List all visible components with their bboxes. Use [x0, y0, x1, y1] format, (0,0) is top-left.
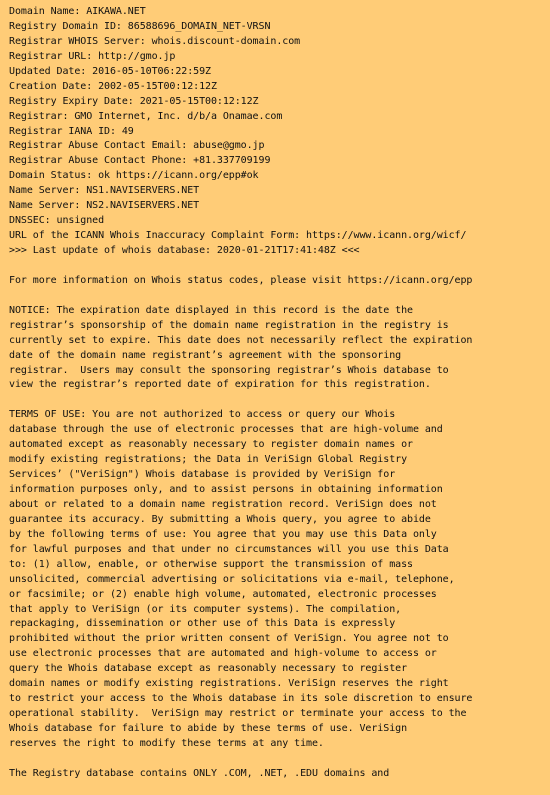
domain-status-line: Domain Status: ok https://icann.org/epp#ok [9, 170, 259, 182]
updated-date-line: Updated Date: 2016-05-10T06:22:59Z [9, 65, 211, 77]
creation-date-line: Creation Date: 2002-05-15T00:12:12Z [9, 80, 217, 92]
registrar-url-line: Registrar URL: http://gmo.jp [9, 50, 176, 62]
terms-of-use-line: to restrict your access to the Whois database in its sole discretion to ensure [9, 693, 473, 705]
terms-of-use-line: automated except as reasonably necessary to register domain names or [9, 439, 413, 451]
terms-of-use-line: Whois database for failure to abide by these terms of use. VeriSign [9, 723, 408, 734]
notice-line: NOTICE: The expiration date displayed in this record is the date the [9, 304, 413, 316]
terms-of-use-line: domain names or modify existing registrations. VeriSign reserves the right [9, 678, 449, 690]
terms-of-use-line: guarantee its accuracy. By submitting a Whois query, you agree to abide [9, 513, 431, 525]
terms-of-use-line: about or related to a domain name registration record. VeriSign does not [9, 498, 437, 510]
notice-line: registrar. Users may consult the sponsoring registrar’s Whois database to [9, 364, 449, 376]
notice-line: view the registrar’s reported date of expiration for this registration. [9, 379, 431, 391]
last-update-line: >>> Last update of whois database: 2020-01-21T17:41:48Z <<< [9, 245, 360, 256]
icann-complaint-url-line: URL of the ICANN Whois Inaccuracy Complaint Form: https://www.icann.org/wicf/ [9, 230, 467, 242]
dnssec-line: DNSSEC: unsigned [9, 215, 105, 227]
domain-name-line: Domain Name: AIKAWA.NET [9, 6, 146, 17]
abuse-phone-line: Registrar Abuse Contact Phone: +81.337709199 [9, 155, 271, 167]
terms-of-use-line: TERMS OF USE: You are not authorized to access or query our Whois [9, 409, 396, 421]
registry-database-line: The Registry database contains ONLY .COM, .NET, .EDU domains and [9, 767, 390, 779]
status-codes-info-line: For more information on Whois status codes, please visit https://icann.org/epp [9, 274, 473, 286]
registrar-iana-id-line: Registrar IANA ID: 49 [9, 125, 134, 137]
terms-of-use-line: or facsimile; or (2) enable high volume, automated, electronic processes [9, 588, 437, 600]
registry-domain-id-line: Registry Domain ID: 86588696_DOMAIN_NET-VRSN [9, 20, 271, 32]
terms-of-use-line: by the following terms of use: You agree that you may use this Data only [9, 528, 437, 540]
terms-of-use-line: that apply to VeriSign (or its computer systems). The compilation, [9, 603, 402, 615]
terms-of-use-line: modify existing registrations; the Data in VeriSign Global Registry [9, 454, 408, 466]
notice-line: date of the domain name registrant’s agreement with the sponsoring [9, 349, 402, 361]
terms-of-use-line: Services’ ("VeriSign") Whois database is provided by VeriSign for [9, 469, 396, 481]
registrar-whois-server-line: Registrar WHOIS Server: whois.discount-domain.com [9, 35, 301, 47]
abuse-email-line: Registrar Abuse Contact Email: abuse@gmo.jp [9, 140, 265, 152]
notice-line: registrar’s sponsorship of the domain name registration in the registry is [9, 319, 449, 331]
terms-of-use-line: to: (1) allow, enable, or otherwise support the transmission of mass [9, 558, 413, 570]
terms-of-use-line: database through the use of electronic processes that are high-volume and [9, 424, 443, 436]
terms-of-use-line: repackaging, dissemination or other use of this Data is expressly [9, 618, 396, 630]
terms-of-use-line: use electronic processes that are automated and high-volume to access or [9, 648, 437, 660]
name-server-line: Name Server: NS1.NAVISERVERS.NET [9, 185, 200, 197]
terms-of-use-line: query the Whois database except as reasonably necessary to register [9, 663, 408, 675]
terms-of-use-line: information purposes only, and to assist persons in obtaining information [9, 484, 443, 495]
terms-of-use-line: unsolicited, commercial advertising or solicitations via e-mail, telephone, [9, 573, 455, 585]
whois-record [9, 5, 545, 782]
blank-line [9, 259, 545, 274]
blank-line [9, 393, 545, 408]
notice-line: currently set to expire. This date does not necessarily reflect the expiration [9, 334, 473, 346]
registry-expiry-date-line: Registry Expiry Date: 2021-05-15T00:12:12Z [9, 95, 259, 107]
blank-line [9, 752, 545, 767]
terms-of-use-line: reserves the right to modify these terms at any time. [9, 737, 324, 749]
terms-of-use-line: prohibited without the prior written consent of VeriSign. You agree not to [9, 633, 449, 645]
blank-line [9, 289, 545, 304]
terms-of-use-line: operational stability. VeriSign may restrict or terminate your access to the [9, 708, 467, 720]
name-server-line: Name Server: NS2.NAVISERVERS.NET [9, 200, 200, 212]
registrar-line: Registrar: GMO Internet, Inc. d/b/a Onamae.com [9, 110, 283, 122]
terms-of-use-line: for lawful purposes and that under no circumstances will you use this Data [9, 543, 449, 555]
